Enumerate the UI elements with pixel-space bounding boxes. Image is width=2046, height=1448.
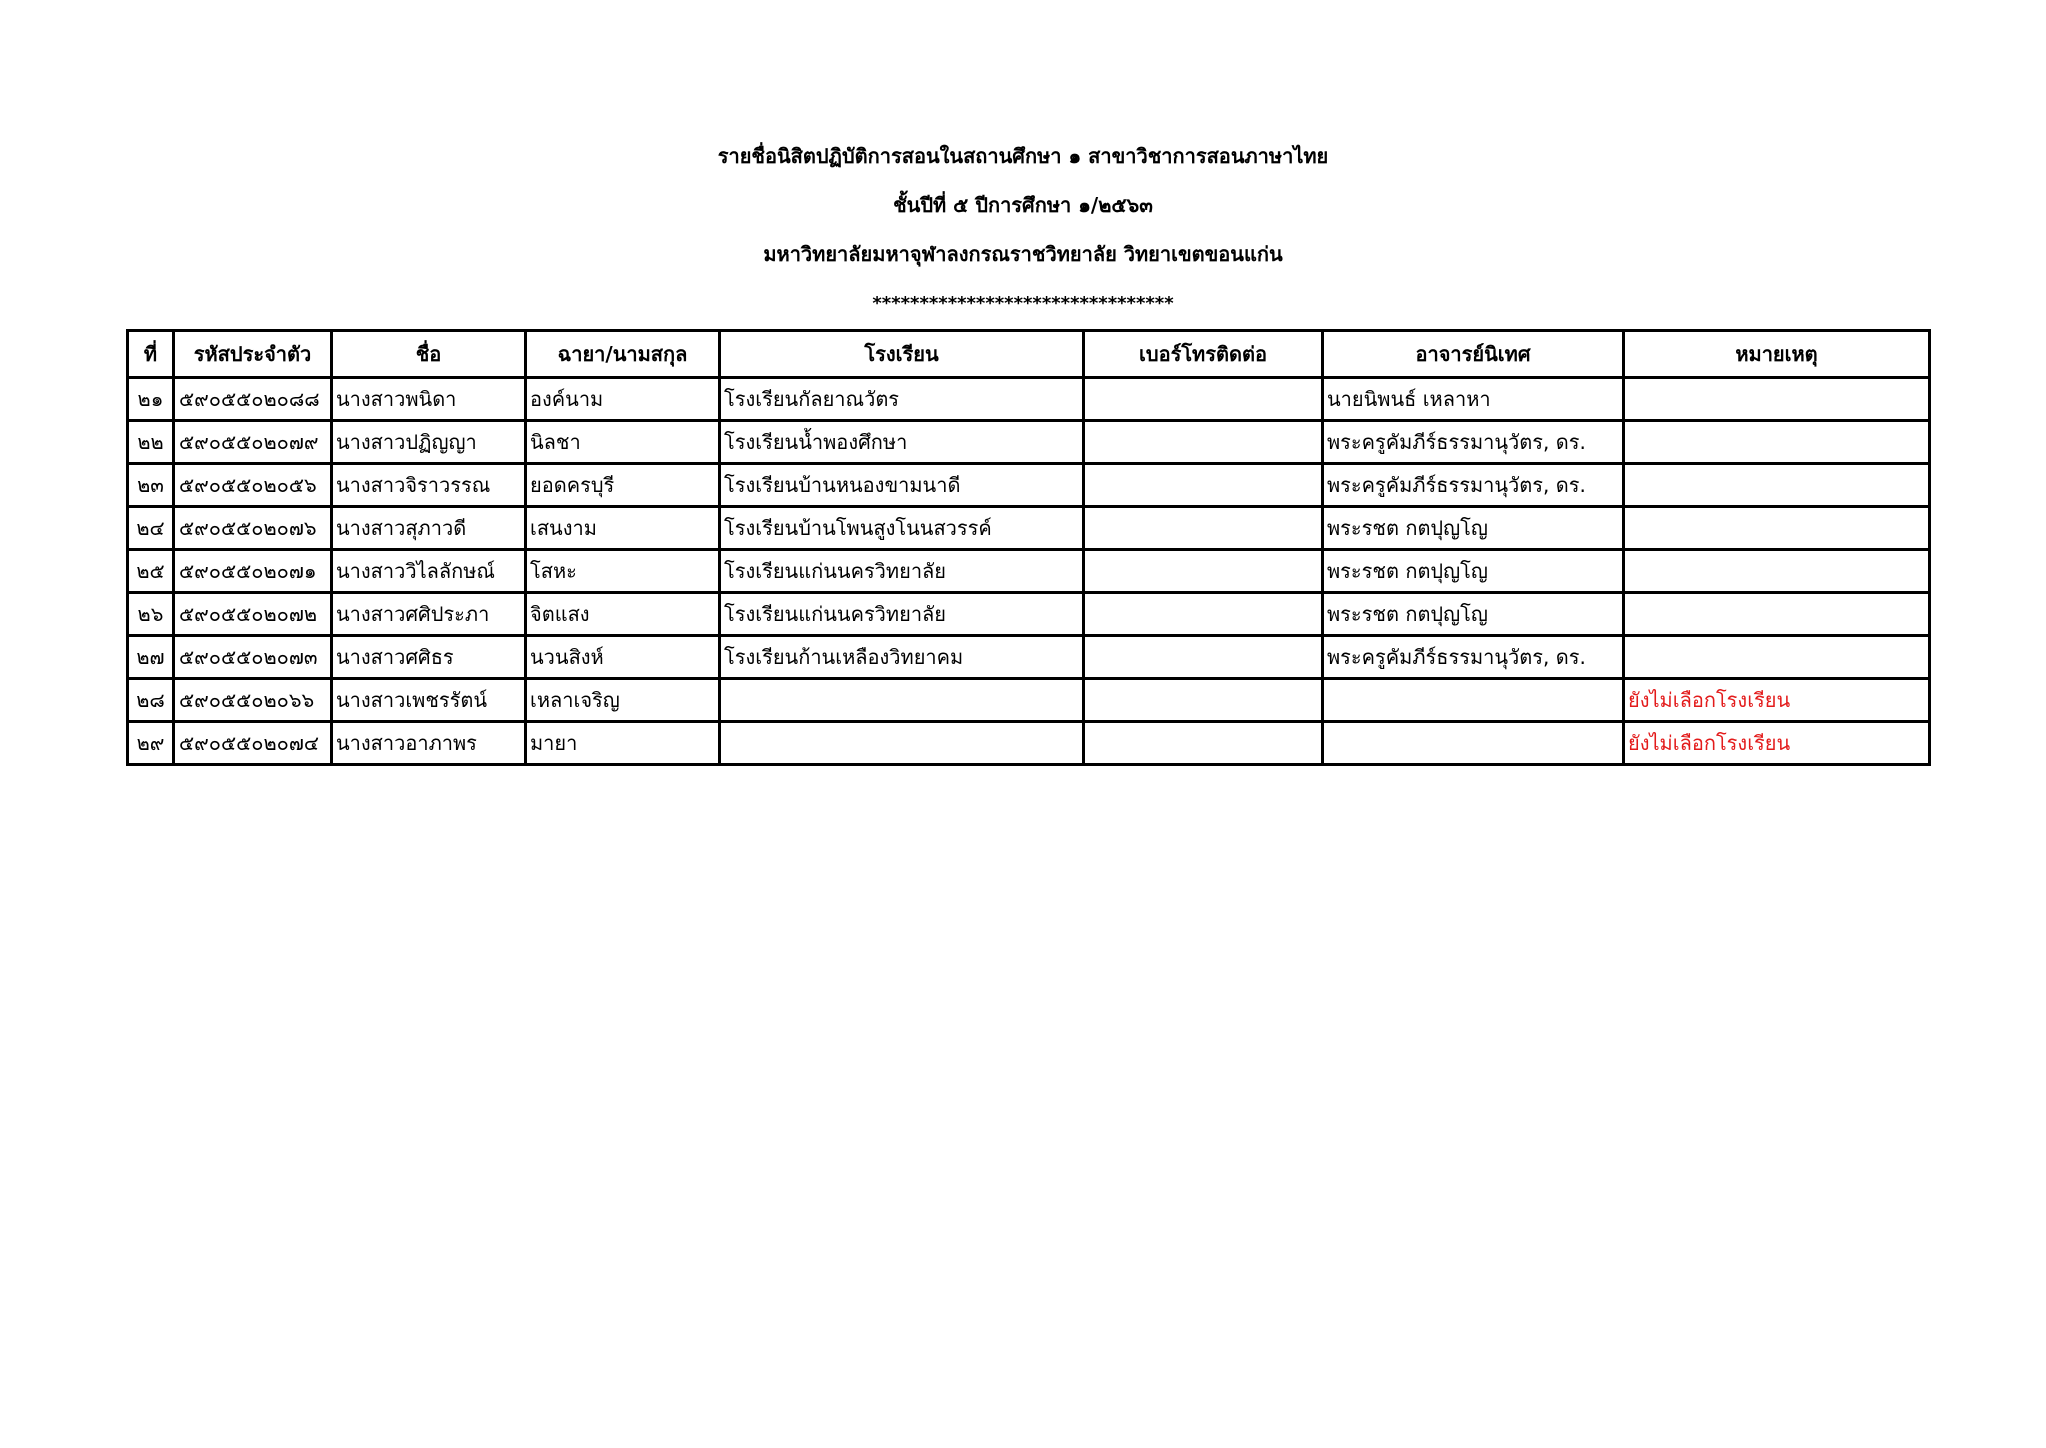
cell-remark: ยังไม่เลือกโรงเรียน bbox=[1624, 679, 1930, 722]
table-row bbox=[128, 636, 1930, 679]
cell-student-id: ๕๙๐๕๕๐๒๐๘๘ bbox=[174, 378, 332, 421]
cell-no: ๒๖ bbox=[128, 593, 174, 636]
cell-student-id: ๕๙๐๕๕๐๒๐๗๖ bbox=[174, 507, 332, 550]
cell-remark bbox=[1624, 507, 1930, 550]
table-row bbox=[128, 378, 1930, 421]
cell-supervisor: พระรชต กตปุญโญ bbox=[1323, 550, 1624, 593]
cell-supervisor: พระครูคัมภีร์ธรรมานุวัตร, ดร. bbox=[1323, 421, 1624, 464]
table-row bbox=[128, 464, 1930, 507]
cell-school: โรงเรียนบ้านโพนสูงโนนสวรรค์ bbox=[720, 507, 1084, 550]
cell-school: โรงเรียนก้านเหลืองวิทยาคม bbox=[720, 636, 1084, 679]
cell-name: นางสาวอาภาพร bbox=[332, 722, 526, 765]
cell-school bbox=[720, 722, 1084, 765]
column-header-student-id: รหัสประจำตัว bbox=[174, 331, 332, 378]
cell-remark bbox=[1624, 636, 1930, 679]
table-row bbox=[128, 550, 1930, 593]
cell-student-id: ๕๙๐๕๕๐๒๐๕๖ bbox=[174, 464, 332, 507]
cell-remark bbox=[1624, 550, 1930, 593]
table-row bbox=[128, 421, 1930, 464]
column-header-remark: หมายเหตุ bbox=[1624, 331, 1930, 378]
cell-surname: จิตแสง bbox=[526, 593, 720, 636]
cell-no: ๒๕ bbox=[128, 550, 174, 593]
cell-student-id: ๕๙๐๕๕๐๒๐๗๙ bbox=[174, 421, 332, 464]
column-header-school: โรงเรียน bbox=[720, 331, 1084, 378]
cell-name: นางสาวจิราวรรณ bbox=[332, 464, 526, 507]
document-subtitle-university: มหาวิทยาลัยมหาจุฬาลงกรณราชวิทยาลัย วิทยาเขตขอนแก่น bbox=[763, 242, 1283, 266]
cell-surname: ยอดครบุรี bbox=[526, 464, 720, 507]
table-row bbox=[128, 722, 1930, 765]
cell-student-id: ๕๙๐๕๕๐๒๐๗๔ bbox=[174, 722, 332, 765]
cell-surname: นิลชา bbox=[526, 421, 720, 464]
cell-school bbox=[720, 679, 1084, 722]
cell-no: ๒๒ bbox=[128, 421, 174, 464]
column-header-no: ที่ bbox=[128, 331, 174, 378]
cell-supervisor: พระครูคัมภีร์ธรรมานุวัตร, ดร. bbox=[1323, 464, 1624, 507]
cell-phone bbox=[1084, 722, 1323, 765]
column-header-phone: เบอร์โทรติดต่อ bbox=[1084, 331, 1323, 378]
cell-school: โรงเรียนแก่นนครวิทยาลัย bbox=[720, 593, 1084, 636]
cell-phone bbox=[1084, 593, 1323, 636]
cell-supervisor bbox=[1323, 679, 1624, 722]
cell-supervisor bbox=[1323, 722, 1624, 765]
cell-no: ๒๑ bbox=[128, 378, 174, 421]
cell-remark: ยังไม่เลือกโรงเรียน bbox=[1624, 722, 1930, 765]
cell-phone bbox=[1084, 507, 1323, 550]
cell-school: โรงเรียนน้ำพองศึกษา bbox=[720, 421, 1084, 464]
column-header-surname: ฉายา/นามสกุล bbox=[526, 331, 720, 378]
cell-surname: เสนงาม bbox=[526, 507, 720, 550]
document-subtitle-year: ชั้นปีที่ ๕ ปีการศึกษา ๑/๒๕๖๓ bbox=[893, 193, 1153, 217]
cell-supervisor: พระครูคัมภีร์ธรรมานุวัตร, ดร. bbox=[1323, 636, 1624, 679]
cell-no: ๒๘ bbox=[128, 679, 174, 722]
cell-name: นางสาวพนิดา bbox=[332, 378, 526, 421]
table-row bbox=[128, 679, 1930, 722]
cell-phone bbox=[1084, 464, 1323, 507]
cell-supervisor: พระรชต กตปุญโญ bbox=[1323, 593, 1624, 636]
cell-surname: องค์นาม bbox=[526, 378, 720, 421]
cell-no: ๒๓ bbox=[128, 464, 174, 507]
cell-phone bbox=[1084, 636, 1323, 679]
cell-phone bbox=[1084, 550, 1323, 593]
cell-surname: นวนสิงห์ bbox=[526, 636, 720, 679]
cell-name: นางสาวปฏิญญา bbox=[332, 421, 526, 464]
column-header-supervisor: อาจารย์นิเทศ bbox=[1323, 331, 1624, 378]
cell-remark bbox=[1624, 421, 1930, 464]
table-header-row bbox=[128, 331, 1930, 378]
cell-surname: มายา bbox=[526, 722, 720, 765]
cell-name: นางสาววิไลลักษณ์ bbox=[332, 550, 526, 593]
table-row bbox=[128, 593, 1930, 636]
cell-phone bbox=[1084, 421, 1323, 464]
cell-surname: เหลาเจริญ bbox=[526, 679, 720, 722]
cell-no: ๒๙ bbox=[128, 722, 174, 765]
cell-no: ๒๔ bbox=[128, 507, 174, 550]
cell-remark bbox=[1624, 378, 1930, 421]
cell-name: นางสาวสุภาวดี bbox=[332, 507, 526, 550]
separator-line: ******************************** bbox=[872, 293, 1174, 314]
table-row bbox=[128, 507, 1930, 550]
student-roster-table bbox=[126, 329, 1931, 766]
cell-student-id: ๕๙๐๕๕๐๒๐๗๑ bbox=[174, 550, 332, 593]
cell-supervisor: พระรชต กตปุญโญ bbox=[1323, 507, 1624, 550]
cell-supervisor: นายนิพนธ์ เหลาหา bbox=[1323, 378, 1624, 421]
column-header-name: ชื่อ bbox=[332, 331, 526, 378]
cell-name: นางสาวศศิธร bbox=[332, 636, 526, 679]
cell-surname: โสหะ bbox=[526, 550, 720, 593]
cell-phone bbox=[1084, 679, 1323, 722]
cell-student-id: ๕๙๐๕๕๐๒๐๗๓ bbox=[174, 636, 332, 679]
cell-school: โรงเรียนแก่นนครวิทยาลัย bbox=[720, 550, 1084, 593]
cell-name: นางสาวศศิประภา bbox=[332, 593, 526, 636]
document-title: รายชื่อนิสิตปฏิบัติการสอนในสถานศึกษา ๑ สาขาวิชาการสอนภาษาไทย bbox=[717, 144, 1329, 168]
cell-school: โรงเรียนบ้านหนองขามนาดี bbox=[720, 464, 1084, 507]
cell-no: ๒๗ bbox=[128, 636, 174, 679]
cell-phone bbox=[1084, 378, 1323, 421]
cell-remark bbox=[1624, 593, 1930, 636]
cell-name: นางสาวเพชรรัตน์ bbox=[332, 679, 526, 722]
cell-student-id: ๕๙๐๕๕๐๒๐๖๖ bbox=[174, 679, 332, 722]
cell-school: โรงเรียนกัลยาณวัตร bbox=[720, 378, 1084, 421]
cell-student-id: ๕๙๐๕๕๐๒๐๗๒ bbox=[174, 593, 332, 636]
cell-remark bbox=[1624, 464, 1930, 507]
